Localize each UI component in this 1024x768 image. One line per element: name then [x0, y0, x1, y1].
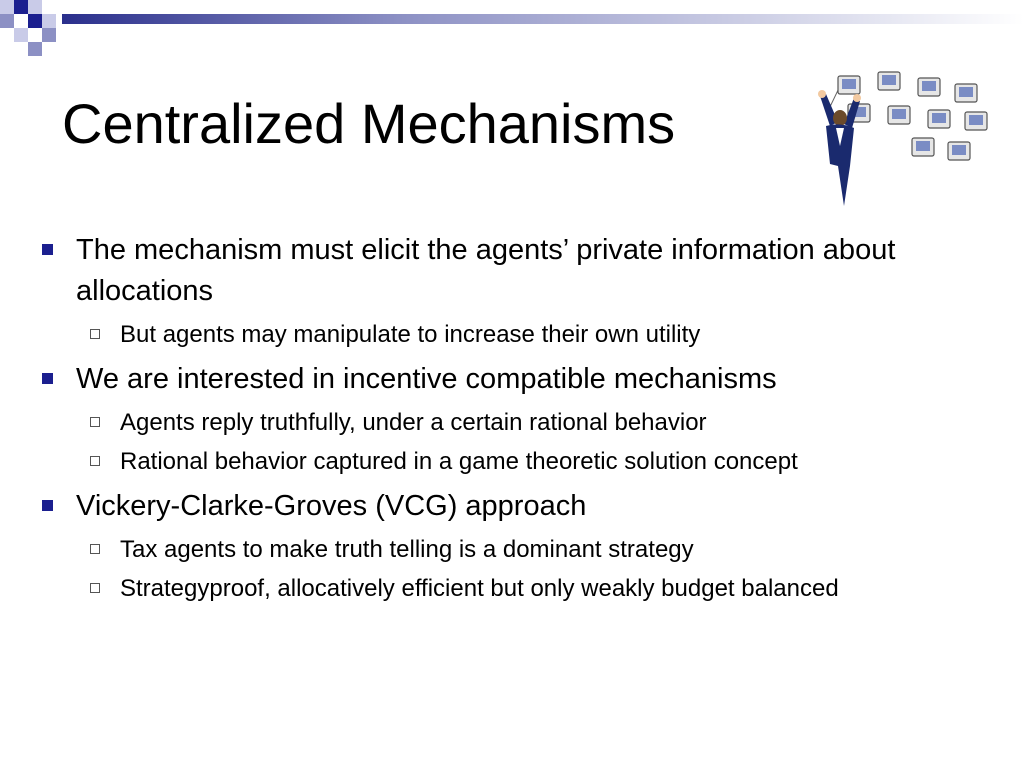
- hollow-square-icon: [90, 329, 100, 339]
- sub-bullet-text: Rational behavior captured in a game theoretic solution concept: [120, 448, 798, 475]
- sub-bullet-list: [76, 406, 990, 478]
- puppeteer-with-computers-icon: [800, 66, 1005, 211]
- filled-square-icon: [42, 373, 53, 384]
- sub-bullet-text: But agents may manipulate to increase their own utility: [120, 321, 701, 348]
- filled-square-icon: [42, 244, 53, 255]
- sub-bullet-text: Agents reply truthfully, under a certain rational behavior: [120, 409, 707, 436]
- sub-bullet-list: [76, 318, 990, 351]
- bullet-item: [40, 359, 990, 478]
- bullet-list: [40, 230, 990, 613]
- sub-bullet-item: [76, 533, 990, 566]
- bullet-text: We are interested in incentive compatible mechanisms: [76, 363, 777, 395]
- bullet-item: [40, 230, 990, 351]
- sub-bullet-text: Strategyproof, allocatively efficient but only weakly budget balanced: [120, 575, 839, 602]
- slide-title: Centralized Mechanisms: [62, 92, 676, 155]
- bullet-text: Vickery-Clarke-Groves (VCG) approach: [76, 490, 587, 522]
- hollow-square-icon: [90, 544, 100, 554]
- filled-square-icon: [42, 500, 53, 511]
- sub-bullet-item: [76, 406, 990, 439]
- decorative-header-band: [0, 0, 1024, 62]
- hollow-square-icon: [90, 456, 100, 466]
- hollow-square-icon: [90, 417, 100, 427]
- sub-bullet-list: [76, 533, 990, 605]
- sub-bullet-text: Tax agents to make truth telling is a dominant strategy: [120, 536, 694, 563]
- sub-bullet-item: [76, 445, 990, 478]
- bullet-text: The mechanism must elicit the agents’ private information about allocations: [76, 234, 896, 307]
- bullet-item: [40, 486, 990, 605]
- sub-bullet-item: [76, 318, 990, 351]
- sub-bullet-item: [76, 572, 990, 605]
- hollow-square-icon: [90, 583, 100, 593]
